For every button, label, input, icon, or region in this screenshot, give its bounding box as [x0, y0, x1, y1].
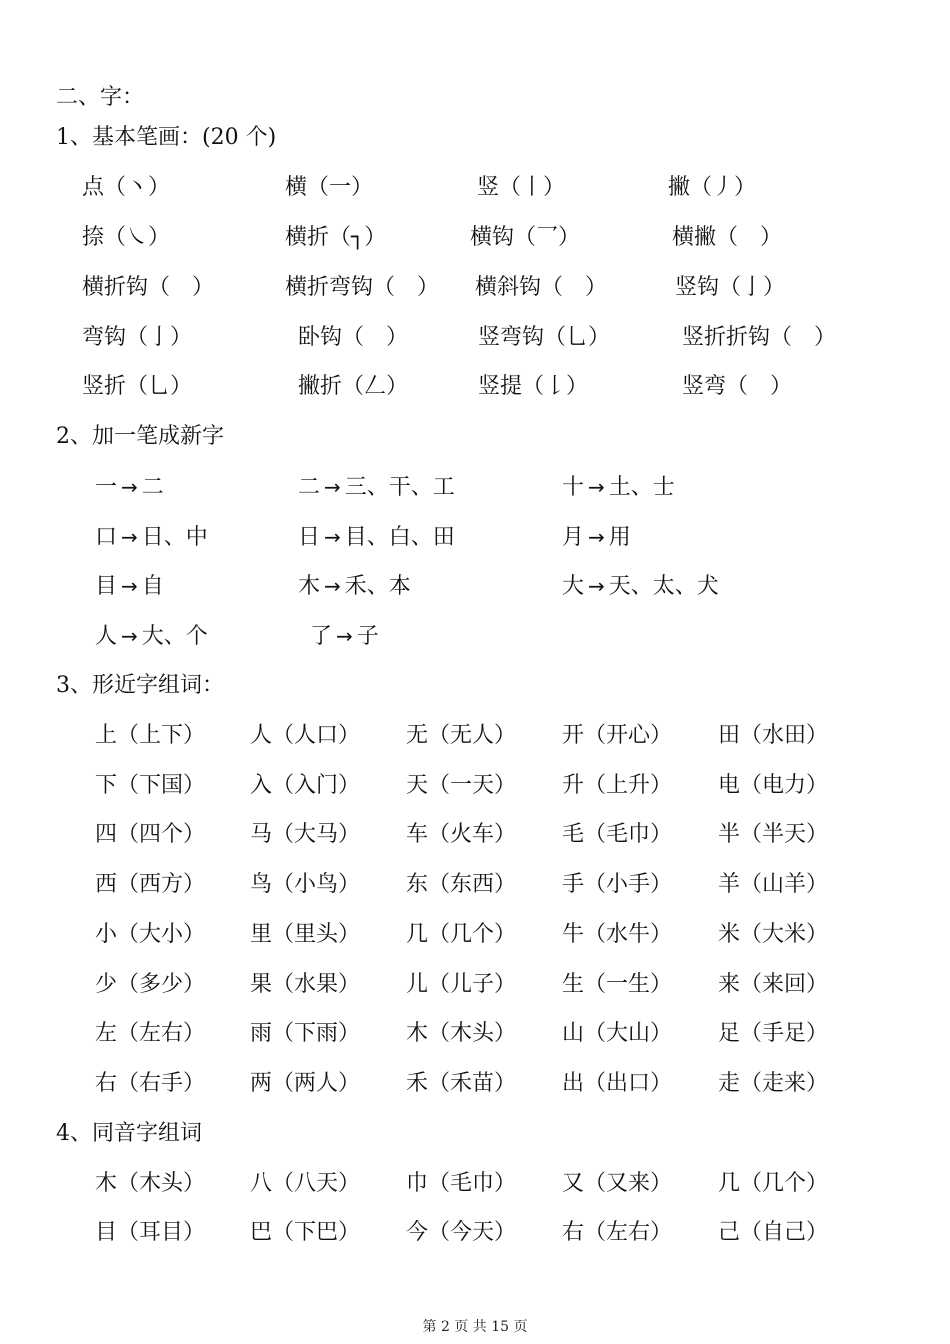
add-stroke-heading-line [0, 417, 950, 457]
word-row [0, 1213, 950, 1253]
word-item: 木（木头） [406, 1021, 517, 1046]
strokes-row [0, 318, 950, 358]
word-item: 升（上升） [562, 773, 673, 798]
word-item: 山（大山） [562, 1021, 673, 1046]
stroke-item: 竖钩（亅） [675, 275, 786, 300]
word-item: 走（走来） [718, 1071, 829, 1096]
base-char: 月 [562, 525, 585, 550]
add-stroke-item [95, 517, 208, 558]
word-item: 生（一生） [562, 972, 673, 997]
add-stroke-heading: 2、加一笔成新字 [56, 424, 224, 449]
word-item: 儿（儿子） [406, 972, 517, 997]
arrow-icon: → [121, 574, 138, 598]
stroke-item: 竖折（乚） [82, 374, 193, 399]
word-row [0, 1014, 950, 1054]
stroke-item: 横撇（ ） [672, 225, 783, 250]
base-char: 二 [298, 475, 321, 500]
add-stroke-row [0, 566, 950, 606]
strokes-row [0, 268, 950, 308]
word-item: 禾（禾苗） [406, 1071, 517, 1096]
word-item: 天（一天） [406, 773, 517, 798]
new-chars: 日、中 [141, 525, 208, 550]
word-item: 足（手足） [718, 1021, 829, 1046]
stroke-item: 竖折折钩（ ） [682, 325, 837, 350]
new-chars: 自 [141, 574, 164, 599]
arrow-icon: → [121, 624, 138, 648]
new-chars: 土、士 [608, 475, 675, 500]
add-stroke-item [95, 467, 164, 508]
stroke-item: 弯钩（亅） [82, 325, 193, 350]
base-char: 目 [95, 574, 118, 599]
word-item: 目（耳目） [95, 1220, 206, 1245]
new-chars: 禾、本 [344, 574, 411, 599]
new-chars: 天、太、犬 [608, 574, 719, 599]
add-stroke-row [0, 616, 950, 656]
word-row [0, 1064, 950, 1104]
add-stroke-item [298, 467, 455, 508]
word-row [0, 865, 950, 905]
new-chars: 目、白、田 [344, 525, 455, 550]
word-item: 出（出口） [562, 1071, 673, 1096]
base-char: 人 [95, 624, 118, 649]
add-stroke-item [298, 517, 455, 558]
arrow-icon: → [324, 574, 341, 598]
word-row [0, 716, 950, 756]
word-item: 今（今天） [406, 1220, 517, 1245]
word-item: 羊（山羊） [718, 872, 829, 897]
section-title-line [0, 78, 950, 118]
base-char: 口 [95, 525, 118, 550]
similar-heading: 3、形近字组词： [56, 673, 224, 698]
strokes-row [0, 168, 950, 208]
new-chars: 用 [608, 525, 631, 550]
new-chars: 三、干、工 [344, 475, 455, 500]
word-row [0, 766, 950, 806]
add-stroke-item [95, 616, 208, 657]
word-item: 入（入门） [250, 773, 361, 798]
stroke-item: 横（一） [285, 175, 374, 200]
word-row [0, 815, 950, 855]
word-item: 几（几个） [718, 1171, 829, 1196]
word-item: 木（木头） [95, 1171, 206, 1196]
stroke-item: 卧钩（ ） [298, 325, 409, 350]
strokes-row [0, 218, 950, 258]
word-item: 四（四个） [95, 822, 206, 847]
arrow-icon: → [121, 475, 138, 499]
word-item: 几（几个） [406, 922, 517, 947]
word-item: 小（大小） [95, 922, 206, 947]
arrow-icon: → [121, 525, 138, 549]
stroke-item: 竖弯（ ） [682, 374, 793, 399]
new-chars: 二 [141, 475, 164, 500]
arrow-icon: → [324, 475, 341, 499]
word-item: 车（火车） [406, 822, 517, 847]
add-stroke-item [562, 467, 675, 508]
word-item: 开（开心） [562, 723, 673, 748]
homophone-heading: 4、同音字组词 [56, 1121, 202, 1146]
base-char: 木 [298, 574, 321, 599]
new-chars: 大、个 [141, 624, 208, 649]
word-item: 人（人口） [250, 723, 361, 748]
page-footer: 第 2 页 共 15 页 [422, 1319, 528, 1335]
word-item: 巴（下巴） [250, 1220, 361, 1245]
stroke-item: 竖（丨） [477, 175, 566, 200]
word-item: 来（来回） [718, 972, 829, 997]
stroke-item: 撇折（𠃋） [298, 374, 409, 399]
word-row [0, 965, 950, 1005]
word-item: 鸟（小鸟） [250, 872, 361, 897]
stroke-item: 横斜钩（ ） [475, 275, 608, 300]
strokes-row [0, 367, 950, 407]
add-stroke-item [95, 566, 164, 607]
word-item: 里（里头） [250, 922, 361, 947]
word-item: 毛（毛巾） [562, 822, 673, 847]
base-char: 十 [562, 475, 585, 500]
add-stroke-item [562, 517, 631, 558]
arrow-icon: → [588, 525, 605, 549]
word-item: 两（两人） [250, 1071, 361, 1096]
word-item: 西（西方） [95, 872, 206, 897]
word-item: 八（八天） [250, 1171, 361, 1196]
word-item: 下（下国） [95, 773, 206, 798]
arrow-icon: → [336, 624, 353, 648]
base-char: 日 [298, 525, 321, 550]
add-stroke-item [310, 616, 379, 657]
add-stroke-item [298, 566, 411, 607]
stroke-item: 横折弯钩（ ） [285, 275, 440, 300]
stroke-item: 竖弯钩（乚） [478, 325, 611, 350]
stroke-item: 点（丶） [82, 175, 171, 200]
word-item: 电（电力） [718, 773, 829, 798]
strokes-heading-line [0, 118, 950, 158]
new-chars: 子 [356, 624, 379, 649]
similar-heading-line [0, 666, 950, 706]
word-item: 右（右手） [95, 1071, 206, 1096]
word-item: 米（大米） [718, 922, 829, 947]
word-item: 己（自己） [718, 1220, 829, 1245]
word-item: 上（上下） [95, 723, 206, 748]
word-item: 马（大马） [250, 822, 361, 847]
homophone-heading-line [0, 1114, 950, 1154]
word-item: 左（左右） [95, 1021, 206, 1046]
word-item: 半（半天） [718, 822, 829, 847]
word-item: 少（多少） [95, 972, 206, 997]
word-row [0, 1164, 950, 1204]
add-stroke-item [562, 566, 719, 607]
stroke-item: 捺（㇏） [82, 225, 171, 250]
arrow-icon: → [324, 525, 341, 549]
section-title: 二、字： [56, 85, 145, 110]
base-char: 一 [95, 475, 118, 500]
stroke-item: 竖提（𠄌） [478, 374, 589, 399]
word-item: 无（无人） [406, 723, 517, 748]
stroke-item: 横折钩（ ） [82, 275, 215, 300]
stroke-item: 横折（┐） [285, 225, 387, 250]
word-item: 右（左右） [562, 1220, 673, 1245]
word-item: 牛（水牛） [562, 922, 673, 947]
arrow-icon: → [588, 574, 605, 598]
strokes-heading: 1、基本笔画：(20 个) [56, 125, 277, 150]
word-item: 巾（毛巾） [406, 1171, 517, 1196]
word-item: 又（又来） [562, 1171, 673, 1196]
base-char: 大 [562, 574, 585, 599]
word-item: 东（东西） [406, 872, 517, 897]
add-stroke-row [0, 517, 950, 557]
word-row [0, 915, 950, 955]
word-item: 手（小手） [562, 872, 673, 897]
word-item: 田（水田） [718, 723, 829, 748]
add-stroke-row [0, 467, 950, 507]
stroke-item: 横钩（乛） [470, 225, 581, 250]
arrow-icon: → [588, 475, 605, 499]
stroke-item: 撇（丿） [668, 175, 757, 200]
word-item: 果（水果） [250, 972, 361, 997]
base-char: 了 [310, 624, 333, 649]
word-item: 雨（下雨） [250, 1021, 361, 1046]
